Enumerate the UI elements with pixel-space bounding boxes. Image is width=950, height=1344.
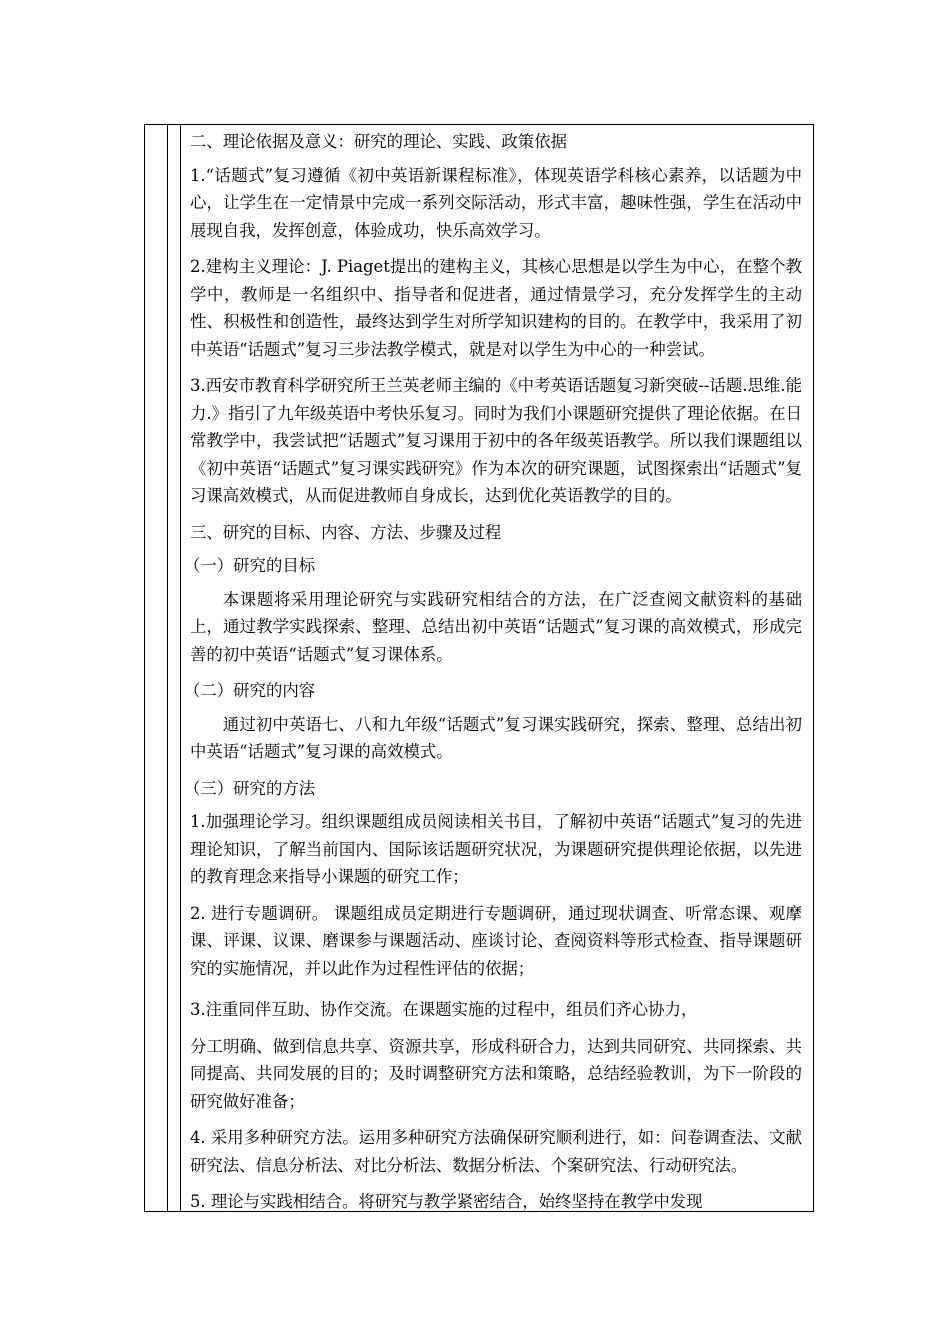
- theory-paragraph-1: 1.“话题式”复习遵循《初中英语新课程标准》，体现英语学科核心素养，以话题为中心，让学生在一定情景中完成一系列交际活动，形式丰富，趣味性强，学生在活动中展现自我，发挥创意，体验成功，快乐高效学习。: [190, 165, 802, 240]
- theory-paragraph-3: 3.西安市教育科学研究所王兰英老师主编的《中考英语话题复习新突破--话题.思维.能力.》指引了九年级英语中考快乐复习。同时为我们小课题研究提供了理论依据。在日常教学中，我尝试把“话题式”复习课用于初中的各年级英语教学。所以我们课题组以《初中英语“话题式”复习课实践研究》作为本次的研究课题，试图探索出“话题式”复习课高效模式，从而促进教师自身成长，达到优化英语教学的目的。: [190, 376, 802, 505]
- table-column-divider-right: [180, 124, 181, 1212]
- method-item-2: 2. 进行专题调研。 课题组成员定期进行专题调研，通过现状调查、听常态课、观摩课、评课、议课、磨课参与课题活动、座谈讨论、查阅资料等形式检查、指导课题研究的实施情况，并以此作为过程性评估的依据；: [190, 903, 802, 978]
- section-3-heading: 三、研究的目标、内容、方法、步骤及过程: [190, 522, 502, 542]
- goal-text: 本课题将采用理论研究与实践研究相结合的方法，在广泛查阅文献资料的基础上，通过教学实践探索、整理、总结出初中英语“话题式”复习课的高效模式，形成完善的初中英语“话题式”复习课体系。: [190, 589, 802, 664]
- goal-heading: （一）研究的目标: [184, 556, 316, 575]
- method-item-1: 1.加强理论学习。组织课题组成员阅读相关书目，了解初中英语“话题式”复习的先进理论知识，了解当前国内、国际该话题研究状况，为课题研究提供理论依据，以先进的教育理念来指导小课题的研究工作；: [190, 812, 802, 886]
- content-heading: （二）研究的内容: [184, 681, 316, 700]
- method-heading: （三）研究的方法: [184, 778, 316, 798]
- section-2-heading: 二、理论依据及意义：研究的理论、实践、政策依据: [190, 132, 567, 151]
- method-item-3-continued: 分工明确、做到信息共享、资源共享，形成科研合力，达到共同研究、共同探索、共同提高、共同发展的目的；及时调整研究方法和策略，总结经验教训，为下一阶段的研究做好准备；: [190, 1036, 802, 1111]
- table-content-cell: [184, 128, 802, 1225]
- table-column-divider-left: [167, 124, 168, 1212]
- method-item-3-first-line: 3.注重同伴互助、协作交流。在课题实施的过程中，组员们齐心协力，: [190, 1000, 698, 1019]
- content-text: 通过初中英语七、八和九年级“话题式”复习课实践研究，探索、整理、总结出初中英语“话题式”复习课的高效模式。: [190, 714, 802, 761]
- theory-paragraph-2: 2.建构主义理论：J. Piaget提出的建构主义，其核心思想是以学生为中心，在整个教学中，教师是一名组织中、指导者和促进者，通过情景学习，充分发挥学生的主动性、积极性和创造性，最终达到学生对所学知识建构的目的。在教学中，我采用了初中英语“话题式”复习三步法教学模式，就是对以学生为中心的一种尝试。: [190, 257, 802, 359]
- method-item-5: 5. 理论与实践相结合。将研究与教学紧密结合，始终坚持在教学中发现: [190, 1192, 703, 1211]
- method-item-4: 4. 采用多种研究方法。运用多种研究方法确保研究顺利进行，如：问卷调查法、文献研究法、信息分析法、对比分析法、数据分析法、个案研究法、行动研究法。: [190, 1128, 802, 1175]
